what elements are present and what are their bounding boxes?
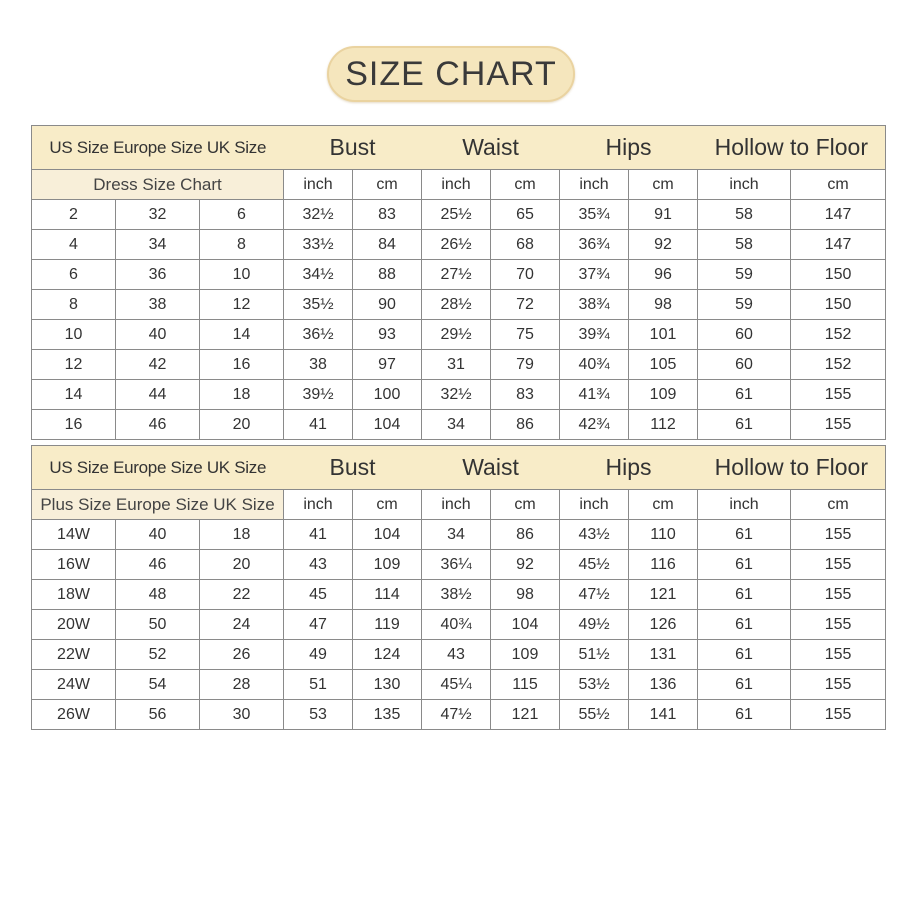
table-cell: 14W — [32, 520, 116, 550]
table-cell: 35¾ — [560, 200, 629, 230]
size-system-header: US Size Europe Size UK Size — [32, 126, 284, 170]
table-cell: 91 — [629, 200, 698, 230]
table-cell: 51 — [284, 670, 353, 700]
table-cell: 98 — [629, 290, 698, 320]
sub-label: Plus Size Europe Size UK Size — [32, 490, 284, 520]
table-cell: 12 — [200, 290, 284, 320]
table-cell: 96 — [629, 260, 698, 290]
table-cell: 40¾ — [560, 350, 629, 380]
unit-cell: cm — [629, 170, 698, 200]
table-cell: 36½ — [284, 320, 353, 350]
table-cell: 32½ — [422, 380, 491, 410]
table-cell: 36¼ — [422, 550, 491, 580]
table-cell: 109 — [491, 640, 560, 670]
table-cell: 115 — [491, 670, 560, 700]
table-row — [32, 380, 886, 410]
table-cell: 20W — [32, 610, 116, 640]
table-cell: 59 — [698, 290, 791, 320]
table-cell: 34½ — [284, 260, 353, 290]
table-cell: 53½ — [560, 670, 629, 700]
table-cell: 6 — [32, 260, 116, 290]
table-cell: 22 — [200, 580, 284, 610]
table-cell: 61 — [698, 640, 791, 670]
unit-cell: cm — [353, 490, 422, 520]
table-cell: 34 — [116, 230, 200, 260]
measure-header-hollow-to-floor: Hollow to Floor — [698, 126, 886, 170]
table-cell: 100 — [353, 380, 422, 410]
table-cell: 2 — [32, 200, 116, 230]
table-cell: 18W — [32, 580, 116, 610]
table-cell: 61 — [698, 700, 791, 730]
table-cell: 38½ — [422, 580, 491, 610]
table-cell: 60 — [698, 320, 791, 350]
table-cell: 32½ — [284, 200, 353, 230]
table-cell: 155 — [791, 550, 886, 580]
dress-size-table-container — [31, 125, 885, 440]
table-cell: 130 — [353, 670, 422, 700]
unit-cell: inch — [698, 490, 791, 520]
table-cell: 35½ — [284, 290, 353, 320]
table-cell: 47½ — [422, 700, 491, 730]
table-cell: 14 — [32, 380, 116, 410]
table-cell: 105 — [629, 350, 698, 380]
table-cell: 92 — [629, 230, 698, 260]
table-cell: 61 — [698, 550, 791, 580]
table-cell: 114 — [353, 580, 422, 610]
table-cell: 12 — [32, 350, 116, 380]
unit-row — [32, 170, 886, 200]
table-row — [32, 700, 886, 730]
table-cell: 18 — [200, 520, 284, 550]
table-cell: 36 — [116, 260, 200, 290]
table-cell: 79 — [491, 350, 560, 380]
unit-cell: inch — [422, 170, 491, 200]
table-cell: 34 — [422, 410, 491, 440]
table-row — [32, 320, 886, 350]
table-cell: 65 — [491, 200, 560, 230]
table-cell: 25½ — [422, 200, 491, 230]
measure-header-bust: Bust — [284, 126, 422, 170]
table-cell: 31 — [422, 350, 491, 380]
table-cell: 18 — [200, 380, 284, 410]
table-cell: 90 — [353, 290, 422, 320]
table-cell: 22W — [32, 640, 116, 670]
table-row — [32, 550, 886, 580]
unit-cell: inch — [560, 170, 629, 200]
table-cell: 48 — [116, 580, 200, 610]
table-cell: 26½ — [422, 230, 491, 260]
table-cell: 155 — [791, 380, 886, 410]
table-cell: 109 — [353, 550, 422, 580]
table-cell: 49 — [284, 640, 353, 670]
table-cell: 29½ — [422, 320, 491, 350]
table-cell: 33½ — [284, 230, 353, 260]
table-cell: 52 — [116, 640, 200, 670]
table-cell: 61 — [698, 580, 791, 610]
table-cell: 20 — [200, 410, 284, 440]
table-cell: 44 — [116, 380, 200, 410]
table-cell: 43 — [422, 640, 491, 670]
table-cell: 109 — [629, 380, 698, 410]
size-chart-title: SIZE CHART — [327, 46, 575, 102]
table-cell: 61 — [698, 670, 791, 700]
table-row — [32, 580, 886, 610]
table-row — [32, 670, 886, 700]
table-cell: 20 — [200, 550, 284, 580]
table-cell: 121 — [629, 580, 698, 610]
table-cell: 83 — [491, 380, 560, 410]
table-cell: 147 — [791, 230, 886, 260]
table-cell: 98 — [491, 580, 560, 610]
header-row — [32, 446, 886, 490]
table-cell: 30 — [200, 700, 284, 730]
table-cell: 26 — [200, 640, 284, 670]
table-cell: 110 — [629, 520, 698, 550]
table-cell: 155 — [791, 700, 886, 730]
table-cell: 45½ — [560, 550, 629, 580]
table-cell: 147 — [791, 200, 886, 230]
table-row — [32, 410, 886, 440]
table-cell: 155 — [791, 410, 886, 440]
table-cell: 152 — [791, 350, 886, 380]
table-cell: 38 — [116, 290, 200, 320]
table-cell: 59 — [698, 260, 791, 290]
table-cell: 83 — [353, 200, 422, 230]
table-cell: 8 — [32, 290, 116, 320]
table-cell: 41 — [284, 410, 353, 440]
table-cell: 36¾ — [560, 230, 629, 260]
table-cell: 39½ — [284, 380, 353, 410]
table-cell: 155 — [791, 670, 886, 700]
table-cell: 24 — [200, 610, 284, 640]
table-cell: 4 — [32, 230, 116, 260]
table-row — [32, 520, 886, 550]
table-cell: 155 — [791, 580, 886, 610]
table-cell: 41 — [284, 520, 353, 550]
unit-cell: cm — [791, 490, 886, 520]
table-cell: 101 — [629, 320, 698, 350]
table-cell: 10 — [32, 320, 116, 350]
table-cell: 49½ — [560, 610, 629, 640]
plus-size-table-container — [31, 445, 885, 730]
table-cell: 46 — [116, 550, 200, 580]
table-cell: 61 — [698, 410, 791, 440]
table-row — [32, 230, 886, 260]
table-cell: 93 — [353, 320, 422, 350]
table-cell: 124 — [353, 640, 422, 670]
table-cell: 24W — [32, 670, 116, 700]
table-cell: 34 — [422, 520, 491, 550]
table-cell: 131 — [629, 640, 698, 670]
table-cell: 155 — [791, 520, 886, 550]
table-cell: 51½ — [560, 640, 629, 670]
unit-row — [32, 490, 886, 520]
table-cell: 47 — [284, 610, 353, 640]
table-cell: 61 — [698, 610, 791, 640]
table-cell: 150 — [791, 260, 886, 290]
table-cell: 136 — [629, 670, 698, 700]
table-cell: 60 — [698, 350, 791, 380]
table-cell: 37¾ — [560, 260, 629, 290]
table-cell: 152 — [791, 320, 886, 350]
measure-header-hollow-to-floor: Hollow to Floor — [698, 446, 886, 490]
table-cell: 150 — [791, 290, 886, 320]
dress-size-table — [31, 125, 886, 440]
table-cell: 10 — [200, 260, 284, 290]
table-cell: 88 — [353, 260, 422, 290]
table-cell: 32 — [116, 200, 200, 230]
table-cell: 104 — [491, 610, 560, 640]
unit-cell: cm — [353, 170, 422, 200]
table-cell: 43 — [284, 550, 353, 580]
table-cell: 155 — [791, 640, 886, 670]
table-cell: 126 — [629, 610, 698, 640]
table-row — [32, 610, 886, 640]
measure-header-bust: Bust — [284, 446, 422, 490]
table-cell: 97 — [353, 350, 422, 380]
unit-cell: inch — [422, 490, 491, 520]
table-cell: 121 — [491, 700, 560, 730]
table-cell: 61 — [698, 380, 791, 410]
table-cell: 112 — [629, 410, 698, 440]
table-cell: 92 — [491, 550, 560, 580]
measure-header-waist: Waist — [422, 446, 560, 490]
measure-header-waist: Waist — [422, 126, 560, 170]
size-system-header: US Size Europe Size UK Size — [32, 446, 284, 490]
table-cell: 61 — [698, 520, 791, 550]
unit-cell: inch — [560, 490, 629, 520]
unit-cell: inch — [698, 170, 791, 200]
unit-cell: inch — [284, 170, 353, 200]
table-cell: 155 — [791, 610, 886, 640]
table-cell: 70 — [491, 260, 560, 290]
unit-cell: cm — [491, 170, 560, 200]
table-cell: 43½ — [560, 520, 629, 550]
table-cell: 54 — [116, 670, 200, 700]
table-cell: 86 — [491, 520, 560, 550]
table-cell: 141 — [629, 700, 698, 730]
table-cell: 42¾ — [560, 410, 629, 440]
table-cell: 56 — [116, 700, 200, 730]
table-cell: 16W — [32, 550, 116, 580]
unit-cell: cm — [629, 490, 698, 520]
table-cell: 86 — [491, 410, 560, 440]
table-cell: 84 — [353, 230, 422, 260]
table-cell: 39¾ — [560, 320, 629, 350]
table-row — [32, 290, 886, 320]
table-cell: 104 — [353, 520, 422, 550]
table-cell: 40 — [116, 520, 200, 550]
table-cell: 104 — [353, 410, 422, 440]
table-cell: 41¾ — [560, 380, 629, 410]
table-cell: 53 — [284, 700, 353, 730]
table-cell: 42 — [116, 350, 200, 380]
table-cell: 40¾ — [422, 610, 491, 640]
table-cell: 38 — [284, 350, 353, 380]
table-cell: 58 — [698, 230, 791, 260]
table-row — [32, 200, 886, 230]
table-cell: 45¼ — [422, 670, 491, 700]
table-cell: 119 — [353, 610, 422, 640]
table-cell: 16 — [200, 350, 284, 380]
table-row — [32, 260, 886, 290]
table-cell: 28 — [200, 670, 284, 700]
table-cell: 26W — [32, 700, 116, 730]
measure-header-hips: Hips — [560, 126, 698, 170]
table-cell: 40 — [116, 320, 200, 350]
table-row — [32, 640, 886, 670]
table-cell: 46 — [116, 410, 200, 440]
header-row — [32, 126, 886, 170]
table-cell: 47½ — [560, 580, 629, 610]
sub-label: Dress Size Chart — [32, 170, 284, 200]
table-cell: 135 — [353, 700, 422, 730]
measure-header-hips: Hips — [560, 446, 698, 490]
table-cell: 72 — [491, 290, 560, 320]
table-cell: 68 — [491, 230, 560, 260]
plus-size-table — [31, 445, 886, 730]
table-cell: 38¾ — [560, 290, 629, 320]
unit-cell: cm — [791, 170, 886, 200]
table-cell: 27½ — [422, 260, 491, 290]
table-cell: 45 — [284, 580, 353, 610]
table-cell: 8 — [200, 230, 284, 260]
table-cell: 6 — [200, 200, 284, 230]
unit-cell: inch — [284, 490, 353, 520]
table-cell: 116 — [629, 550, 698, 580]
table-cell: 14 — [200, 320, 284, 350]
table-cell: 55½ — [560, 700, 629, 730]
table-cell: 50 — [116, 610, 200, 640]
table-cell: 58 — [698, 200, 791, 230]
table-cell: 16 — [32, 410, 116, 440]
table-cell: 28½ — [422, 290, 491, 320]
table-cell: 75 — [491, 320, 560, 350]
table-row — [32, 350, 886, 380]
unit-cell: cm — [491, 490, 560, 520]
